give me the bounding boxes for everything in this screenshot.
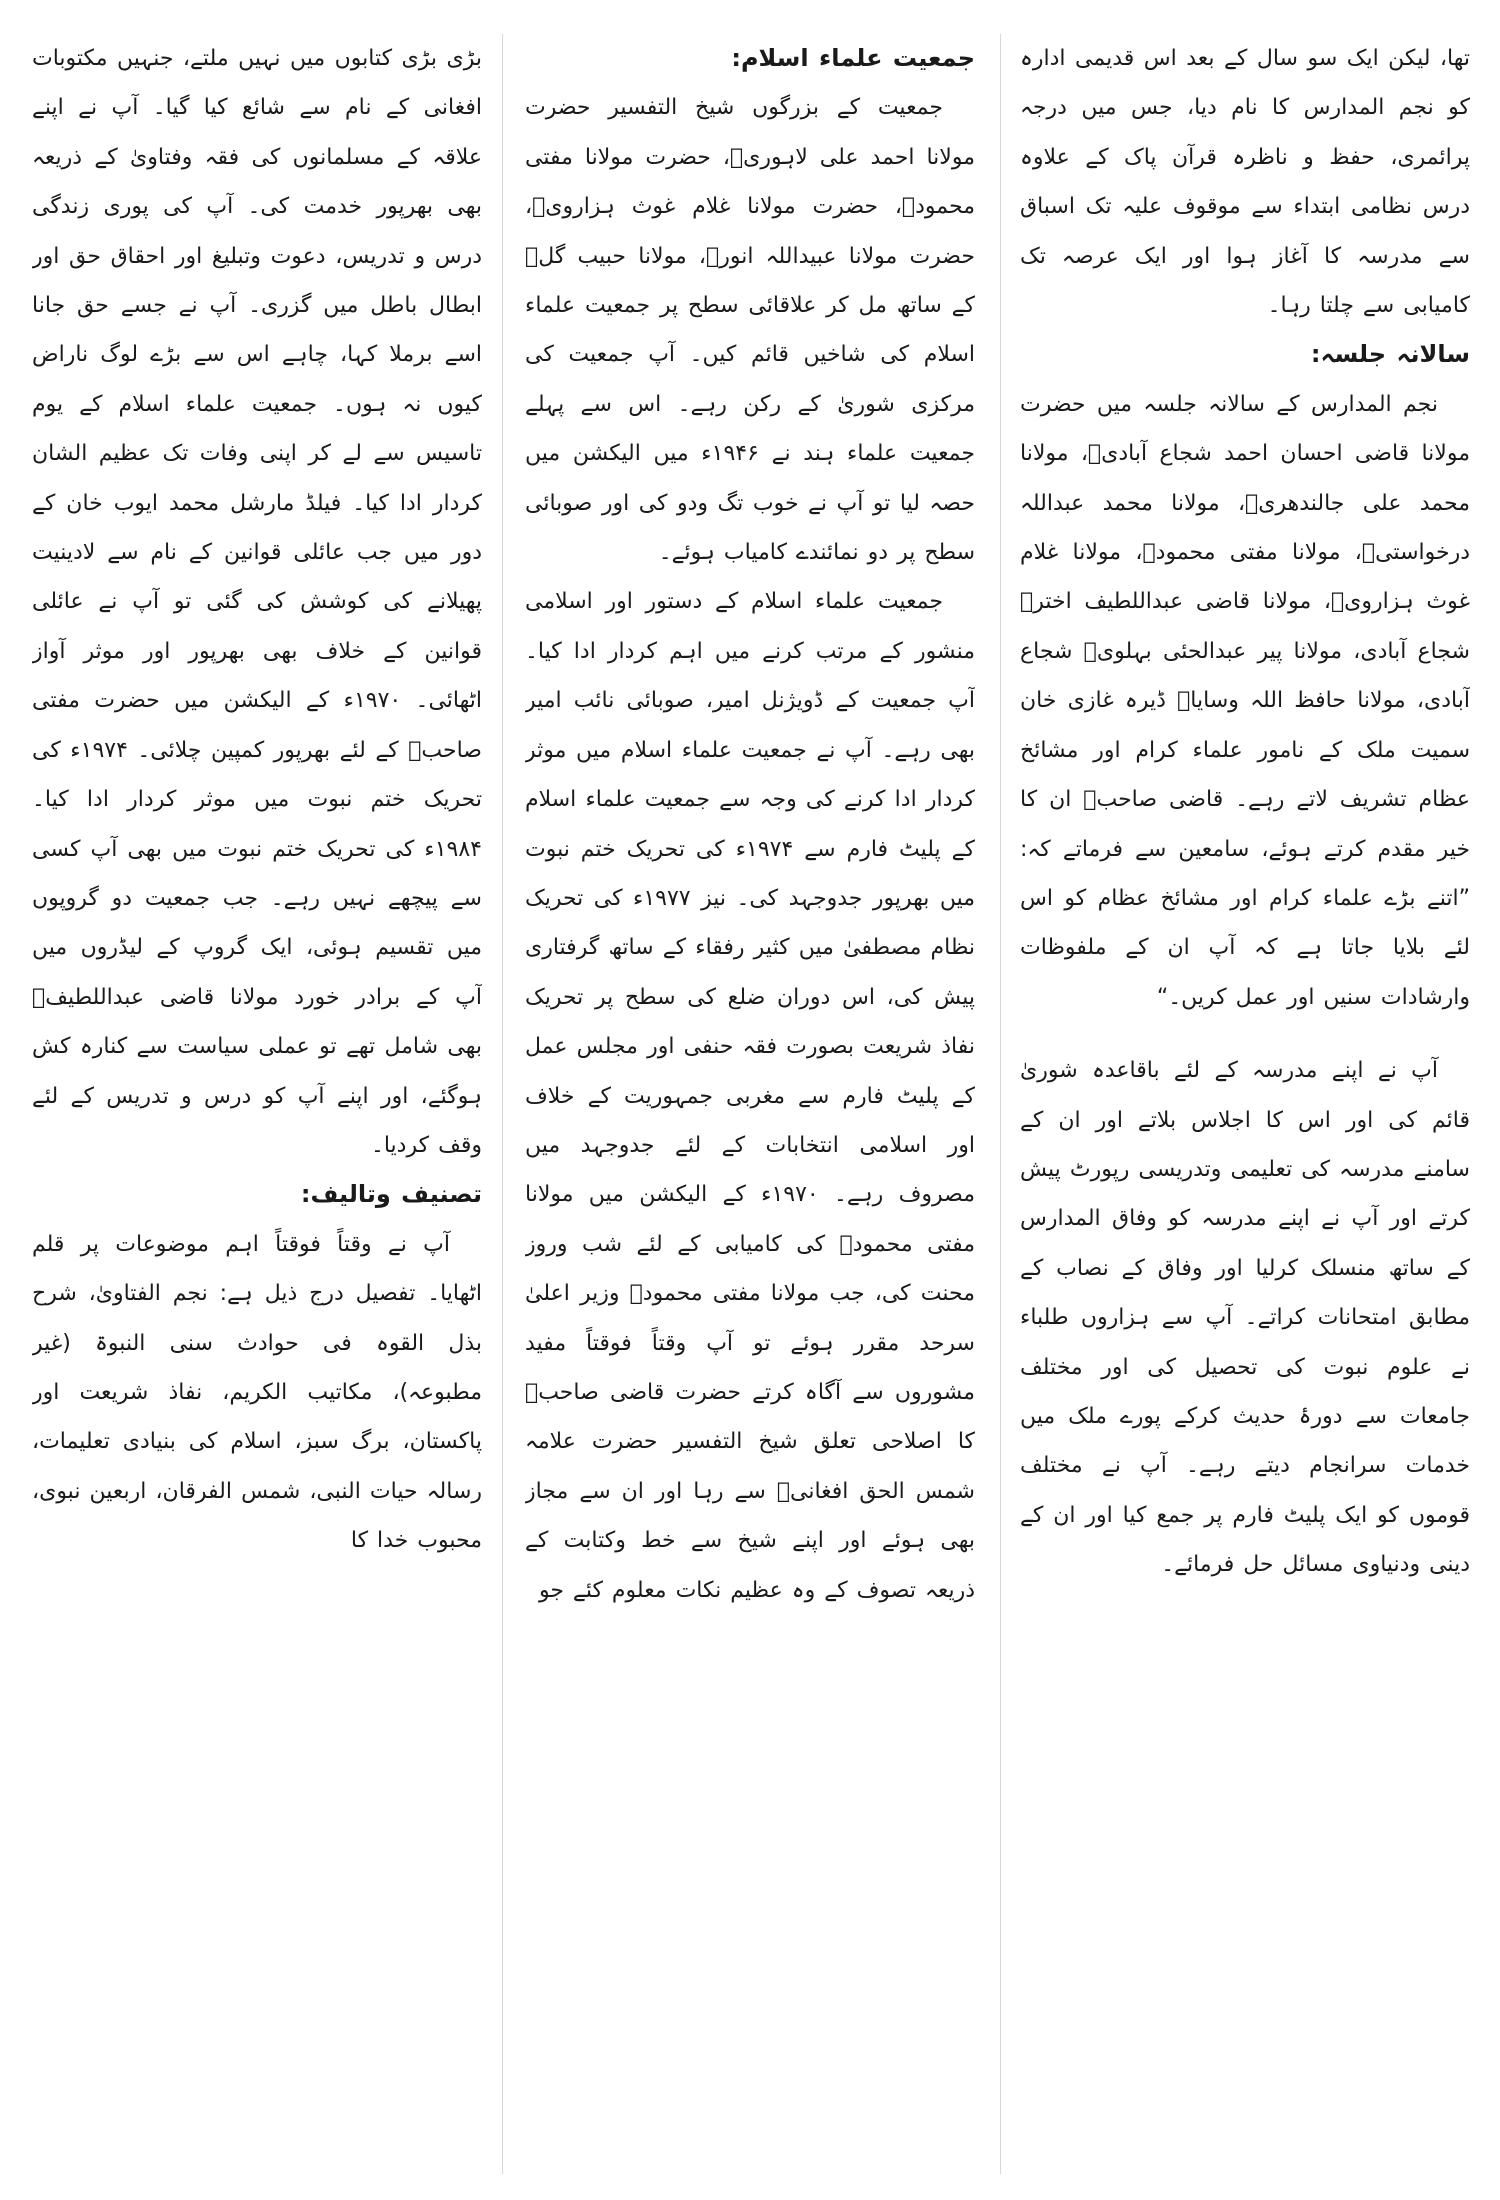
paragraph-jamiat-role: جمعیت علماء اسلام کے دستور اور اسلامی منشور کے مرتب کرنے میں اہم کردار ادا کیا۔ آپ جمعیت کے ڈویژنل امیر، صوبائی نائب امیر بھی رہے۔ آپ نے جمعیت علماء اسلام میں موثر کردار ادا کرنے کی وجہ سے جمعیت علماء اسلام کے پلیٹ فارم سے ۱۹۷۴ء کی تحریک ختم نبوت میں بھرپور جدوجہد کی۔ نیز ۱۹۷۷ء کی تحریک نظام مصطفیٰ میں کثیر رفقاء کے ساتھ گرفتاری پیش کی، اس دوران ضلع کی سطح پر تحریک نفاذ شریعت بصورت فقہ حنفی اور مجلس عمل کے پلیٹ فارم سے مغربی جمہوریت کے خلاف اور اسلامی انتخابات کے لئے جدوجہد میں مصروف رہے۔ ۱۹۷۰ء کے الیکشن میں مولانا مفتی محمودؒ کی کامیابی کے لئے شب وروز محنت کی، جب مولانا مفتی محمودؒ وزیر اعلیٰ سرحد مقرر ہوئے تو آپ وقتاً فوقتاً مفید مشوروں سے آگاہ کرتے حضرت قاضی صاحبؒ کا اصلاحی تعلق شیخ التفسیر حضرت علامہ شمس الحق افغانیؒ سے رہا اور ان سے مجاز بھی ہوئے اور اپنے شیخ سے خط وکتابت کے ذریعہ تصوف کے وہ عظیم نکات معلوم کئے جو [525,589,975,1603]
paragraph-spacer [1020,1022,1470,1046]
paragraph-life-and-politics: بڑی بڑی کتابوں میں نہیں ملتے، جنہیں مکتوبات افغانی کے نام سے شائع کیا گیا۔ آپ نے اپنے علاقہ کے مسلمانوں کی فقہ وفتاویٰ کے ذریعہ بھی بھرپور خدمت کی۔ آپ کی پوری زندگی درس و تدریس، دعوت وتبلیغ اور احقاق حق اور ابطال باطل میں گزری۔ آپ نے جسے حق جانا اسے برملا کہا، چاہے اس سے بڑے لوگ ناراض کیوں نہ ہوں۔ جمعیت علماء اسلام کے یوم تاسیس سے لے کر اپنی وفات تک عظیم الشان کردار ادا کیا۔ فیلڈ مارشل محمد ایوب خان کے دور میں جب عائلی قوانین کے نام سے لادینیت پھیلانے کی کوشش کی گئی تو آپ نے عائلی قوانین کے خلاف بھی بھرپور اور موثر آواز اٹھائی۔ ۱۹۷۰ء کے الیکشن میں حضرت مفتی صاحبؒ کے لئے بھرپور کمپین چلائی۔ ۱۹۷۴ء کی تحریک ختم نبوت میں موثر کردار ادا کیا۔ ۱۹۸۴ء کی تحریک ختم نبوت میں بھی آپ کسی سے پیچھے نہیں رہے۔ جب جمعیت دو گروپوں میں تقسیم ہوئی، ایک گروپ کے لیڈروں میں آپ کے برادر خورد مولانا قاضی عبداللطیفؒ بھی شامل تھے تو عملی سیاست سے کنارہ کش ہوگئے، اور اپنے آپ کو درس و تدریس کے لئے وقف کردیا۔ [32,46,482,1158]
paragraph-annual-gathering: نجم المدارس کے سالانہ جلسہ میں حضرت مولانا قاضی احسان احمد شجاع آبادیؒ، مولانا محمد علی جالندھریؒ، مولانا محمد عبداللہ درخواستیؒ، مولانا مفتی محمودؒ، مولانا غلام غوث ہزارویؒ، مولانا قاضی عبداللطیف اخترؒ شجاع آبادی، مولانا پیر عبدالحئی بہلویؒ شجاع آبادی، مولانا حافظ اللہ وسایاؒ ڈیرہ غازی خان سمیت ملک کے نامور علماء کرام اور مشائخ عظام تشریف لاتے رہے۔ قاضی صاحبؒ ان کا خیر مقدم کرتے ہوئے، سامعین سے فرماتے کہ: ”اتنے بڑے علماء کرام اور مشائخ عظام کو اس لئے بلایا جاتا ہے کہ آپ ان کے ملفوظات وارشادات سنیں اور عمل کریں۔“ [1020,391,1470,1010]
column-divider [1000,34,1001,2174]
paragraph-writings-list: آپ نے وقتاً فوقتاً اہم موضوعات پر قلم اٹھایا۔ تفصیل درج ذیل ہے: نجم الفتاویٰ، شرح بذل القوہ فی حوادث سنی النبوۃ (غیر مطبوعہ)، مکاتیب الکریم، نفاذ شریعت اور پاکستان، برگ سبز، اسلام کی بنیادی تعلیمات، رسالہ حیات النبی، شمس الفرقان، اربعین نبوی، محبوب خدا کا [32,1231,482,1554]
column-divider [502,34,503,2174]
paragraph-jamiat-elders: جمعیت کے بزرگوں شیخ التفسیر حضرت مولانا احمد علی لاہوریؒ، حضرت مولانا مفتی محمودؒ، حضرت مولانا غلام غوث ہزارویؒ، حضرت مولانا عبیداللہ انورؒ، مولانا حبیب گلؒ کے ساتھ مل کر علاقائی سطح پر جمعیت علماء اسلام کی شاخیں قائم کیں۔ آپ جمعیت کی مرکزی شوریٰ کے رکن رہے۔ اس سے پہلے جمعیت علماء ہند نے ۱۹۴۶ء میں الیکشن میں حصہ لیا تو آپ نے خوب تگ ودو کی اور صوبائی سطح پر دو نمائندے کامیاب ہوئے۔ [525,95,975,566]
column-middle [525,34,975,2184]
paragraph-shura-and-wifaq: آپ نے اپنے مدرسہ کے لئے باقاعدہ شوریٰ قائم کی اور اس کا اجلاس بلاتے اور ان کے سامنے مدرسہ کی تعلیمی وتدریسی رپورٹ پیش کرتے اور آپ نے اپنے مدرسہ کو وفاق المدارس کے ساتھ منسلک کرلیا اور وفاق کے نصاب کے مطابق امتحانات کراتے۔ آپ سے ہزاروں طلباء نے علوم نبوت کی تحصیل کی اور مختلف جامعات سے دورۂ حدیث کرکے پورے ملک میں خدمات سرانجام دیتے رہے۔ آپ نے مختلف قوموں کو ایک پلیٹ فارم پر جمع کیا اور ان کے دینی ودنیاوی مسائل حل فرمائے۔ [1020,1058,1470,1578]
heading-writings: تصنیف وتالیف: [300,1180,482,1209]
heading-jamiat-ulema-islam: جمعیت علماء اسلام: [731,44,975,72]
column-right [1020,34,1470,2184]
heading-annual-gathering: سالانہ جلسہ: [1310,340,1470,369]
column-left [32,34,482,2184]
paragraph-madrasa-history: تھا، لیکن ایک سو سال کے بعد اس قدیمی ادارہ کو نجم المدارس کا نام دیا، جس میں درجہ پرائمری، حفظ و ناظرہ قرآن پاک کے علاوہ درس نظامی ابتداء سے موقوف علیہ تک اسباق سے مدرسہ کا آغاز ہوا اور ایک عرصہ تک کامیابی سے چلتا رہا۔ [1020,46,1470,319]
